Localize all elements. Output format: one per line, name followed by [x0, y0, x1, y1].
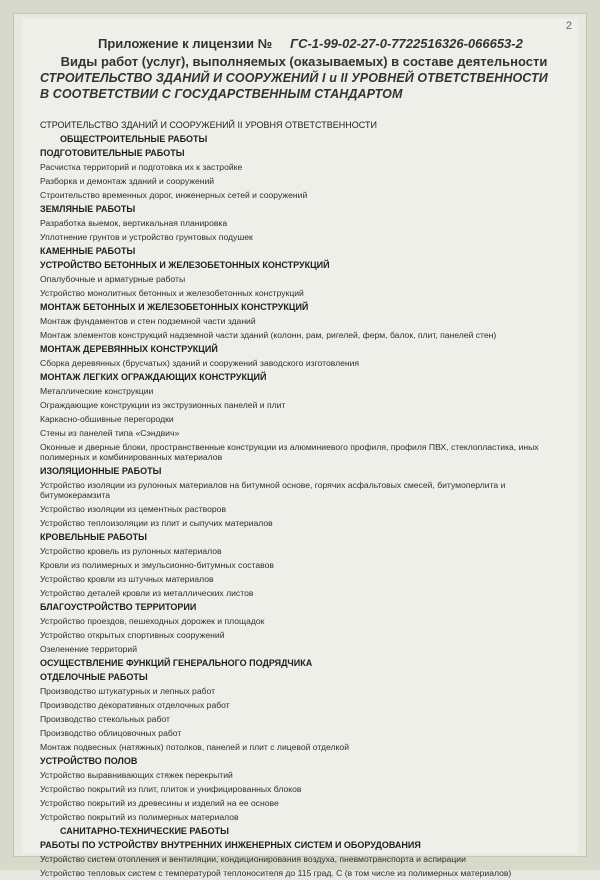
work-item: Строительство временных дорог, инженерных сетей и сооружений — [40, 190, 308, 200]
work-item: Устройство проездов, пешеходных дорожек и площадок — [40, 616, 265, 626]
work-item: Устройство систем отопления и вентиляции, кондиционирования воздуха, пневмотранспорта и аспирации — [40, 854, 466, 864]
work-item: Ограждающие конструкции из экструзионных панелей и плит — [40, 400, 286, 410]
subsection-heading: ОБЩЕСТРОИТЕЛЬНЫЕ РАБОТЫ — [60, 134, 208, 144]
section-heading: УСТРОЙСТВО БЕТОННЫХ И ЖЕЛЕЗОБЕТОННЫХ КОНСТРУКЦИЙ — [40, 260, 330, 270]
license-number: ГС-1-99-02-27-0-7722516326-066653-2 — [290, 36, 523, 51]
section-heading: ПОДГОТОВИТЕЛЬНЫЕ РАБОТЫ — [40, 148, 185, 158]
document-content — [38, 36, 570, 880]
work-item: Производство облицовочных работ — [40, 728, 182, 738]
section-heading: КАМЕННЫЕ РАБОТЫ — [40, 246, 136, 256]
document-subtitle: Виды работ (услуг), выполняемых (оказываемых) в составе деятельности — [60, 54, 548, 69]
work-item: Опалубочные и арматурные работы — [40, 274, 186, 284]
section-heading: БЛАГОУСТРОЙСТВО ТЕРРИТОРИИ — [40, 602, 197, 612]
work-item: Монтаж фундаментов и стен подземной части зданий — [40, 316, 256, 326]
work-item: Монтаж элементов конструкций надземной части зданий (колонн, рам, ригелей, ферм, балок, плит, панелей стен) — [40, 330, 497, 340]
work-item: Устройство изоляции из цементных растворов — [40, 504, 227, 514]
work-item: Устройство выравнивающих стяжек перекрытий — [40, 770, 233, 780]
work-item: Устройство деталей кровли из металлических листов — [40, 588, 254, 598]
document-title — [38, 36, 570, 52]
section-heading: МОНТАЖ ДЕРЕВЯННЫХ КОНСТРУКЦИЙ — [40, 344, 218, 354]
section-heading: КРОВЕЛЬНЫЕ РАБОТЫ — [40, 532, 147, 542]
section-heading: ОСУЩЕСТВЛЕНИЕ ФУНКЦИЙ ГЕНЕРАЛЬНОГО ПОДРЯДЧИКА — [40, 658, 313, 668]
work-item: Устройство покрытий из древесины и изделий на ее основе — [40, 798, 279, 808]
work-item: Устройство покрытий из плит, плиток и унифицированных блоков — [40, 784, 302, 794]
work-item: Озеленение территорий — [40, 644, 138, 654]
work-types-list — [38, 118, 570, 880]
work-item: Устройство тепловых систем с температурой теплоносителя до 115 град. С (в том числе из полимерных материалов) — [40, 868, 512, 878]
title-prefix: Приложение к лицензии № — [98, 36, 273, 51]
section-heading: МОНТАЖ БЕТОННЫХ И ЖЕЛЕЗОБЕТОННЫХ КОНСТРУКЦИЙ — [40, 302, 309, 312]
scope-line-2: В СООТВЕТСТВИИ С ГОСУДАРСТВЕННЫМ СТАНДАРТОМ — [40, 87, 403, 101]
work-item: Устройство теплоизоляции из плит и сыпучих материалов — [40, 518, 273, 528]
work-item: Монтаж подвесных (натяжных) потолков, панелей и плит с лицевой отделкой — [40, 742, 349, 752]
work-item: Разработка выемок, вертикальная планировка — [40, 218, 228, 228]
section-heading: ИЗОЛЯЦИОННЫЕ РАБОТЫ — [40, 466, 162, 476]
work-item: Металлические конструкции — [40, 386, 154, 396]
work-item: Устройство открытых спортивных сооружений — [40, 630, 225, 640]
section-heading: МОНТАЖ ЛЕГКИХ ОГРАЖДАЮЩИХ КОНСТРУКЦИЙ — [40, 372, 267, 382]
responsibility-level-heading: СТРОИТЕЛЬСТВО ЗДАНИЙ И СООРУЖЕНИЙ II УРОВНЯ ОТВЕТСТВЕННОСТИ — [40, 120, 377, 130]
work-item: Устройство монолитных бетонных и железобетонных конструкций — [40, 288, 304, 298]
section-heading: ОТДЕЛОЧНЫЕ РАБОТЫ — [40, 672, 148, 682]
work-item: Оконные и дверные блоки, пространственные конструкции из алюминиевого профиля, профиля ПВХ, стеклопластика, иных полимерных и комбинированных материалов — [40, 442, 539, 462]
work-item: Производство штукатурных и лепных работ — [40, 686, 216, 696]
work-item: Устройство кровель из рулонных материалов — [40, 546, 222, 556]
work-item: Сборка деревянных (брусчатых) зданий и сооружений заводского изготовления — [40, 358, 360, 368]
work-item: Кровли из полимерных и эмульсионно-битумных составов — [40, 560, 274, 570]
work-item: Стены из панелей типа «Сэндвич» — [40, 428, 180, 438]
work-item: Уплотнение грунтов и устройство грунтовых подушек — [40, 232, 253, 242]
page-number: 2 — [565, 20, 572, 32]
work-item: Устройство покрытий из полимерных материалов — [40, 812, 239, 822]
subsection-heading: САНИТАРНО-ТЕХНИЧЕСКИЕ РАБОТЫ — [60, 826, 229, 836]
document-sheet — [22, 18, 578, 878]
work-item: Устройство кровли из штучных материалов — [40, 574, 214, 584]
work-item: Устройство изоляции из рулонных материалов на битумной основе, горячих асфальтовых смесей, битумоперлита и битумокерамзита — [40, 480, 506, 500]
work-item: Производство декоративных отделочных работ — [40, 700, 230, 710]
work-item: Расчистка территорий и подготовка их к застройке — [40, 162, 243, 172]
section-heading: РАБОТЫ ПО УСТРОЙСТВУ ВНУТРЕННИХ ИНЖЕНЕРНЫХ СИСТЕМ И ОБОРУДОВАНИЯ — [40, 840, 421, 850]
work-item: Производство стекольных работ — [40, 714, 170, 724]
work-item: Разборка и демонтаж зданий и сооружений — [40, 176, 215, 186]
scope-line-1: СТРОИТЕЛЬСТВО ЗДАНИЙ И СООРУЖЕНИЙ I и II УРОВНЕЙ ОТВЕТСТВЕННОСТИ — [40, 71, 548, 85]
work-item: Каркасно-обшивные перегородки — [40, 414, 174, 424]
section-heading: ЗЕМЛЯНЫЕ РАБОТЫ — [40, 204, 136, 214]
section-heading: УСТРОЙСТВО ПОЛОВ — [40, 756, 138, 766]
